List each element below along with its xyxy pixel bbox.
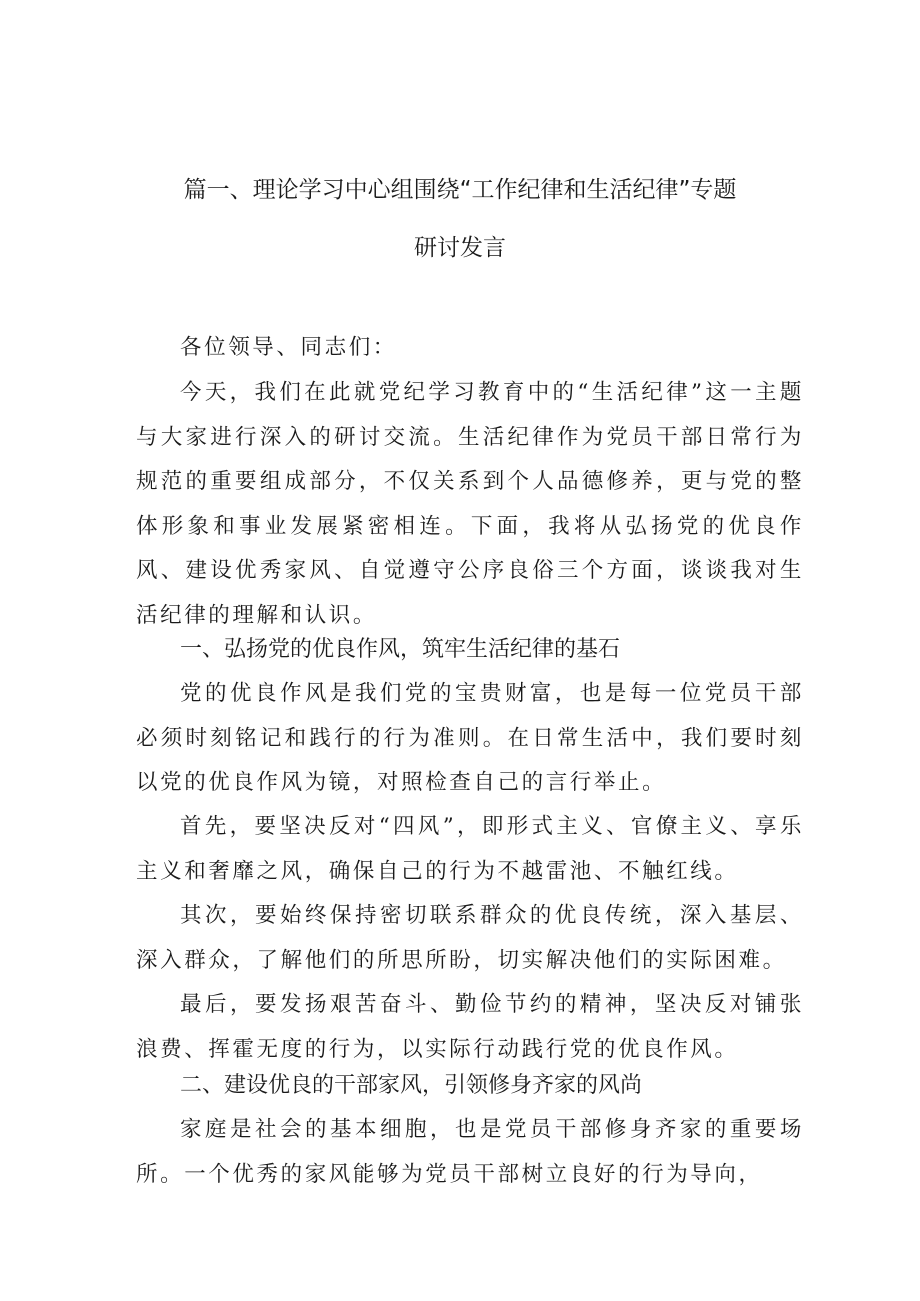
- paragraph-first: 首先，要坚决反对“四风”，即形式主义、官僚主义、享乐主义和奢靡之风，确保自己的行为不越雷池、不触红线。: [136, 814, 804, 884]
- paragraph-second: 其次，要始终保持密切联系群众的优良传统，深入基层、深入群众，了解他们的所思所盼，切实解决他们的实际困难。: [136, 903, 804, 973]
- section-heading-2: 二、建设优良的干部家风，引领修身齐家的风尚: [180, 1073, 643, 1098]
- greeting: 各位领导、同志们：: [180, 335, 397, 360]
- paragraph-section2-intro: 家庭是社会的基本细胞，也是党员干部修身齐家的重要场所。一个优秀的家风能够为党员干部树立良好的行为导向，: [136, 1117, 804, 1187]
- document-title-line-1: 篇一、理论学习中心组围绕“工作纪律和生活纪律”专题: [183, 177, 737, 203]
- document-title-line-2: 研讨发言: [414, 235, 506, 261]
- paragraph-intro: 今天，我们在此就党纪学习教育中的“生活纪律”这一主题与大家进行深入的研讨交流。生活纪律作为党员干部日常行为规范的重要组成部分，不仅关系到个人品德修养，更与党的整体形象和事业发展紧密相连。下面，我将从弘扬党的优良作风、建设优秀家风、自觉遵守公序良俗三个方面，谈谈我对生活纪律的理解和认识。: [136, 380, 804, 628]
- section-heading-1: 一、弘扬党的优良作风，筑牢生活纪律的基石: [180, 637, 621, 662]
- paragraph-section1-intro: 党的优良作风是我们党的宝贵财富，也是每一位党员干部必须时刻铭记和践行的行为准则。在日常生活中，我们要时刻以党的优良作风为镜，对照检查自己的言行举止。: [136, 681, 804, 795]
- paragraph-last: 最后，要发扬艰苦奋斗、勤俭节约的精神，坚决反对铺张浪费、挥霍无度的行为，以实际行动践行党的优良作风。: [136, 992, 804, 1062]
